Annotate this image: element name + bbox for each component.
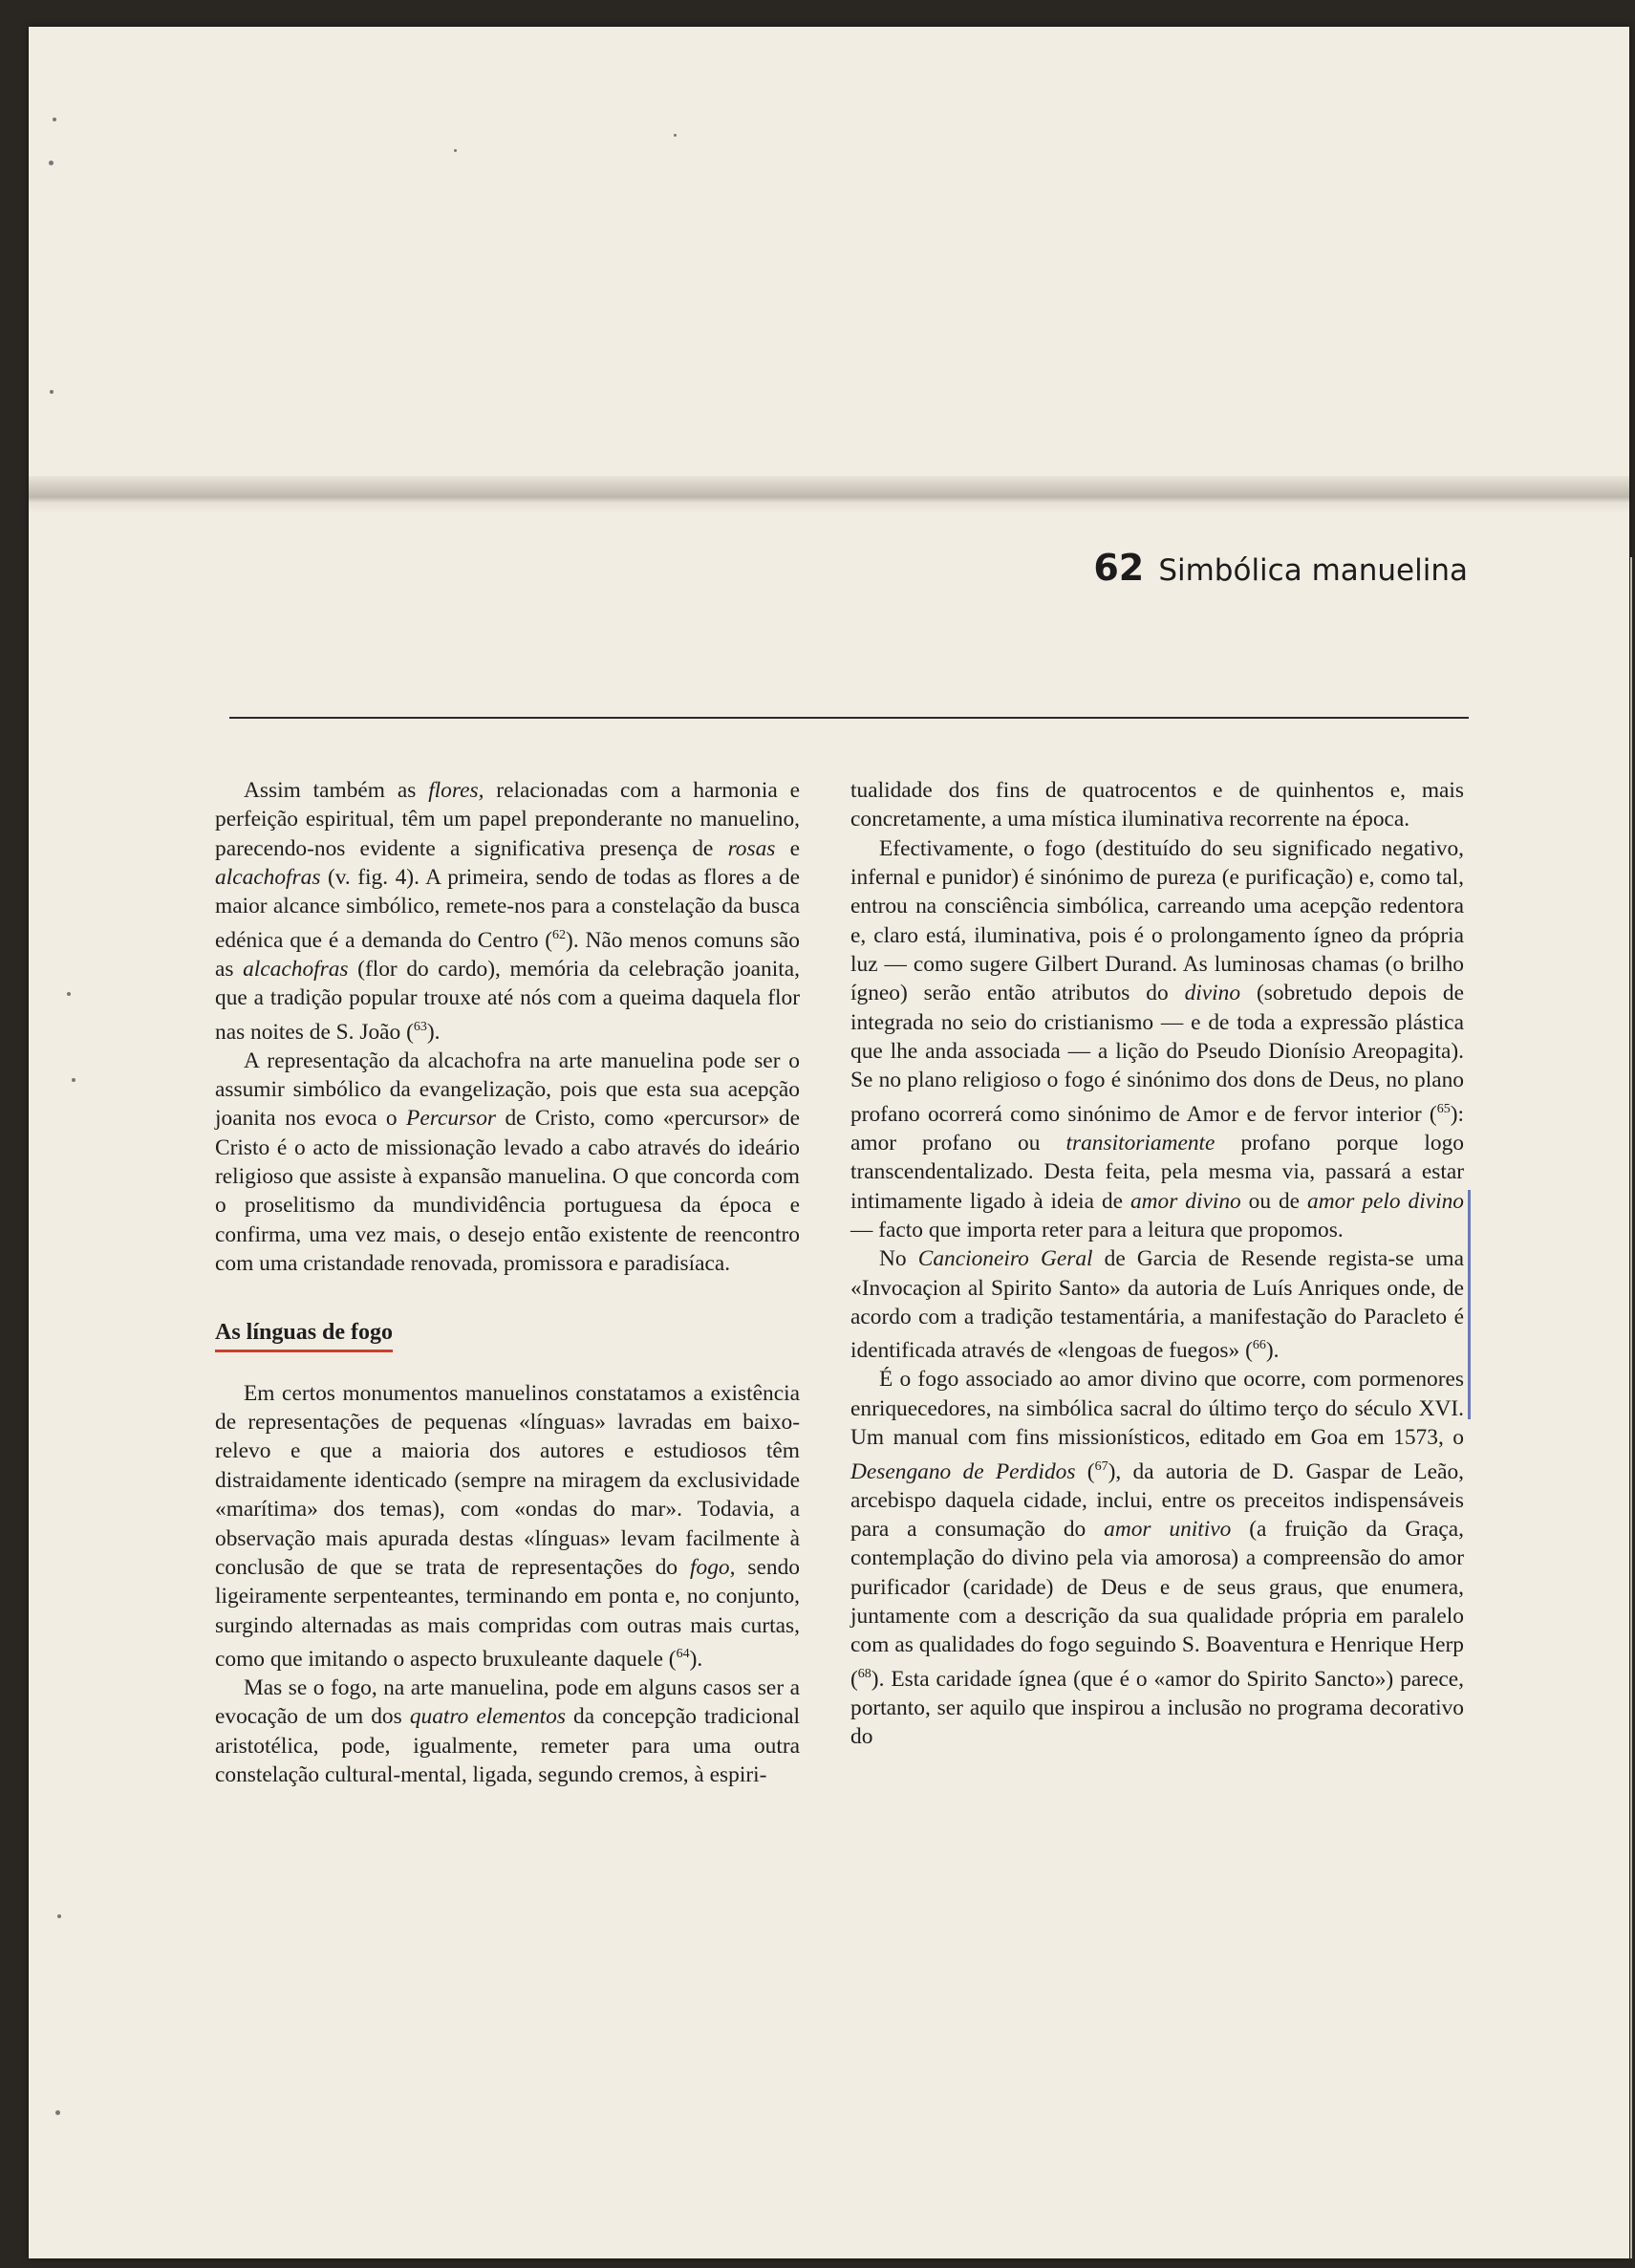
section-heading: As línguas de fogo [215,1318,393,1351]
footnote-ref: 68 [857,1666,871,1681]
right-paragraphs [850,776,1464,1752]
paper-speck [454,149,457,152]
italic-text: divino [1184,981,1241,1006]
text-run: Mas se o fogo, na arte manuelina, pode em alguns casos ser a evocação de um dos [215,1675,800,1730]
paragraph [850,776,1464,834]
text-run: da concepção tradicional aristotélica, pode, igualmente, remeter para uma outra constelação cultural-mental, ligada, segundo cremos, à espiri- [215,1704,801,1788]
margin-marker-line [1468,1190,1471,1419]
left-paragraphs-section [215,1379,800,1790]
text-run: de Cristo, como «percursor» de Cristo é o acto de missionação levado a cabo através do ideário religioso que assiste à expansão manuelina. O que concorda com o proselitismo da mundividência portuguesa da época e confirma, uma vez mais, o desejo então existente de reencontro com uma cristandade renovada, promissora e paradisíaca. [215,1106,800,1277]
italic-text: amor unitivo [1104,1516,1232,1542]
text-run: ), da autoria de D. Gaspar de Leão, arcebispo daquela cidade, inclui, entre os preceitos indispensáveis para a consumação do [850,1458,1464,1542]
paper-speck [72,1078,75,1082]
text-run: ou de [1240,1188,1307,1214]
text-run: de Garcia de Resende regista-se uma «Invocaçion al Spirito Santo» da autoria de Luís Anriques onde, de acordo com a tradição testamentária, a manifestação do Paracleto é identificada através de «lengoas de fuegos» ( [850,1246,1465,1364]
text-run: (sobretudo depois de integrada no seio do cristianismo — e de toda a expressão plástica que lhe anda associada — a lição do Pseudo Dionísio Areopagita). Se no plano religioso o fogo é sinónimo dos dons de Deus, no plano profano ocorrerá como sinónimo de Amor e de fervor interior ( [850,981,1464,1127]
paper-speck [674,134,677,137]
text-run: — facto que importa reter para a leitura que propomos. [850,1217,1344,1242]
paper-speck [67,992,71,996]
text-run: Em certos monumentos manuelinos constatamos a existência de representações de pequenas «línguas» lavradas em baixo-relevo e que a maioria dos autores e estudiosos têm distraidamente identicado (sempre na miragem da exclusividade «marítima» dos temas), com «ondas do mar». Todavia, a observação mais apurada destas «línguas» levam facilmente à conclusão de que se trata de representações do [215,1380,800,1580]
text-run: No [879,1246,918,1272]
text-run: Assim também as [244,778,429,803]
text-run: ). [689,1646,703,1672]
italic-text: Cancioneiro Geral [917,1246,1093,1272]
text-run: Efectivamente, o fogo (destituído do seu significado negativo, infernal e punidor) é sinónimo de pureza (e purificação) e, como tal, entrou na consciência simbólica, carreando uma acepção redentora e, claro está, iluminativa, pois é o prolongamento ígneo da própria luz — como sugere Gilbert Durand. As luminosas chamas (o brilho ígneo) serão então atributos do [850,835,1464,1006]
text-run: ). [1265,1338,1280,1364]
text-run: A representação da alcachofra na arte manuelina pode ser o assumir simbólico da evangelização, pois que esta sua acepção joanita nos evoca o [215,1048,800,1132]
paper-speck [55,2110,60,2115]
text-run: relacionadas com a harmonia e perfeição espiritual, têm um papel preponderante no manuelino, parecendo-nos evidente a significativa presença de [215,778,800,861]
paragraph [215,1379,800,1674]
text-run: tualidade dos fins de quatrocentos e de quinhentos e, mais concretamente, a uma mística iluminativa recorrente na época. [850,778,1464,832]
text-run: É o fogo associado ao amor divino que ocorre, com pormenores enriquecedores, na simbólica sacral do último terço do século XVI. Um manual com fins missionísticos, editado em Goa em 1573, o [850,1367,1464,1451]
italic-text: amor divino [1129,1188,1241,1214]
footnote-ref: 62 [552,927,567,942]
page-number: 62 [1093,547,1145,589]
italic-text: alcachofras [215,865,321,891]
text-run: ). Esta caridade ígnea (que é o «amor do Spirito Sancto») parece, portanto, ser aquilo que inspirou a inclusão no programa decorativo do [850,1666,1464,1750]
footnote-ref: 66 [1252,1338,1266,1353]
paper-speck [57,1914,61,1918]
text-run: profano porque logo transcendentalizado. Desta feita, pela mesma via, passará a estar intimamente ligado à ideia de [850,1130,1464,1214]
footnote-ref: 64 [676,1646,690,1661]
paper-speck [53,118,56,121]
running-title: Simbólica manuelina [1158,553,1468,588]
italic-text: Desengano de Perdidos [850,1458,1076,1484]
italic-text: amor pelo divino [1307,1188,1464,1214]
text-run: ): amor profano ou [850,1101,1464,1156]
page-edge-line [1630,557,1632,2258]
text-run: ). Não menos comuns são as [215,927,800,982]
paragraph [850,1365,1464,1751]
paper-speck [49,161,54,165]
italic-text: flores, [428,778,484,803]
running-header [1093,547,1468,589]
page-fold-shadow [29,476,1629,514]
italic-text: quatro elementos [409,1704,566,1730]
text-run: ). [426,1019,441,1045]
text-run: sendo ligeiramente serpenteantes, terminando em ponta e, no conjunto, surgindo alternadas as mais compridas com outras mais curtas, como que imitando o aspecto bruxuleante daquele ( [215,1554,800,1672]
left-paragraphs [215,776,800,1278]
paragraph [215,776,800,1047]
paragraph [850,834,1464,1245]
text-run: (v. fig. 4). A primeira, sendo de todas as flores a de maior alcance simbólico, remete-nos para a constelação da busca edénica que é a demanda do Centro ( [215,865,800,953]
text-run: ( [1075,1458,1095,1484]
paragraph [850,1244,1464,1365]
italic-text: alcachofras [243,956,349,982]
footnote-ref: 63 [413,1019,427,1034]
paragraph [215,1674,800,1789]
text-run: (a fruição da Graça, contemplação do divino pela via amorosa) a compreensão do amor purificador (caridade) de Deus e de seus graus, que enumera, juntamente com a descrição da sua qualidade própria em paralelo com as qualidades do fogo seguindo S. Boaventura e Henrique Herp ( [850,1516,1465,1692]
text-run: e [775,835,800,861]
left-column [215,776,800,1789]
italic-text: rosas [727,835,776,861]
paragraph [215,1047,800,1279]
italic-text: transitoriamente [1065,1130,1215,1156]
italic-text: fogo, [690,1554,736,1580]
right-column [850,776,1464,1752]
text-run: (flor do cardo), memória da celebração joanita, que a tradição popular trouxe até nós com a queima daquela flor nas noites de S. João ( [215,956,800,1045]
paper-speck [50,390,54,394]
footnote-ref: 65 [1436,1101,1451,1116]
italic-text: Percursor [406,1106,497,1132]
footnote-ref: 67 [1094,1458,1108,1474]
header-rule [229,717,1469,719]
